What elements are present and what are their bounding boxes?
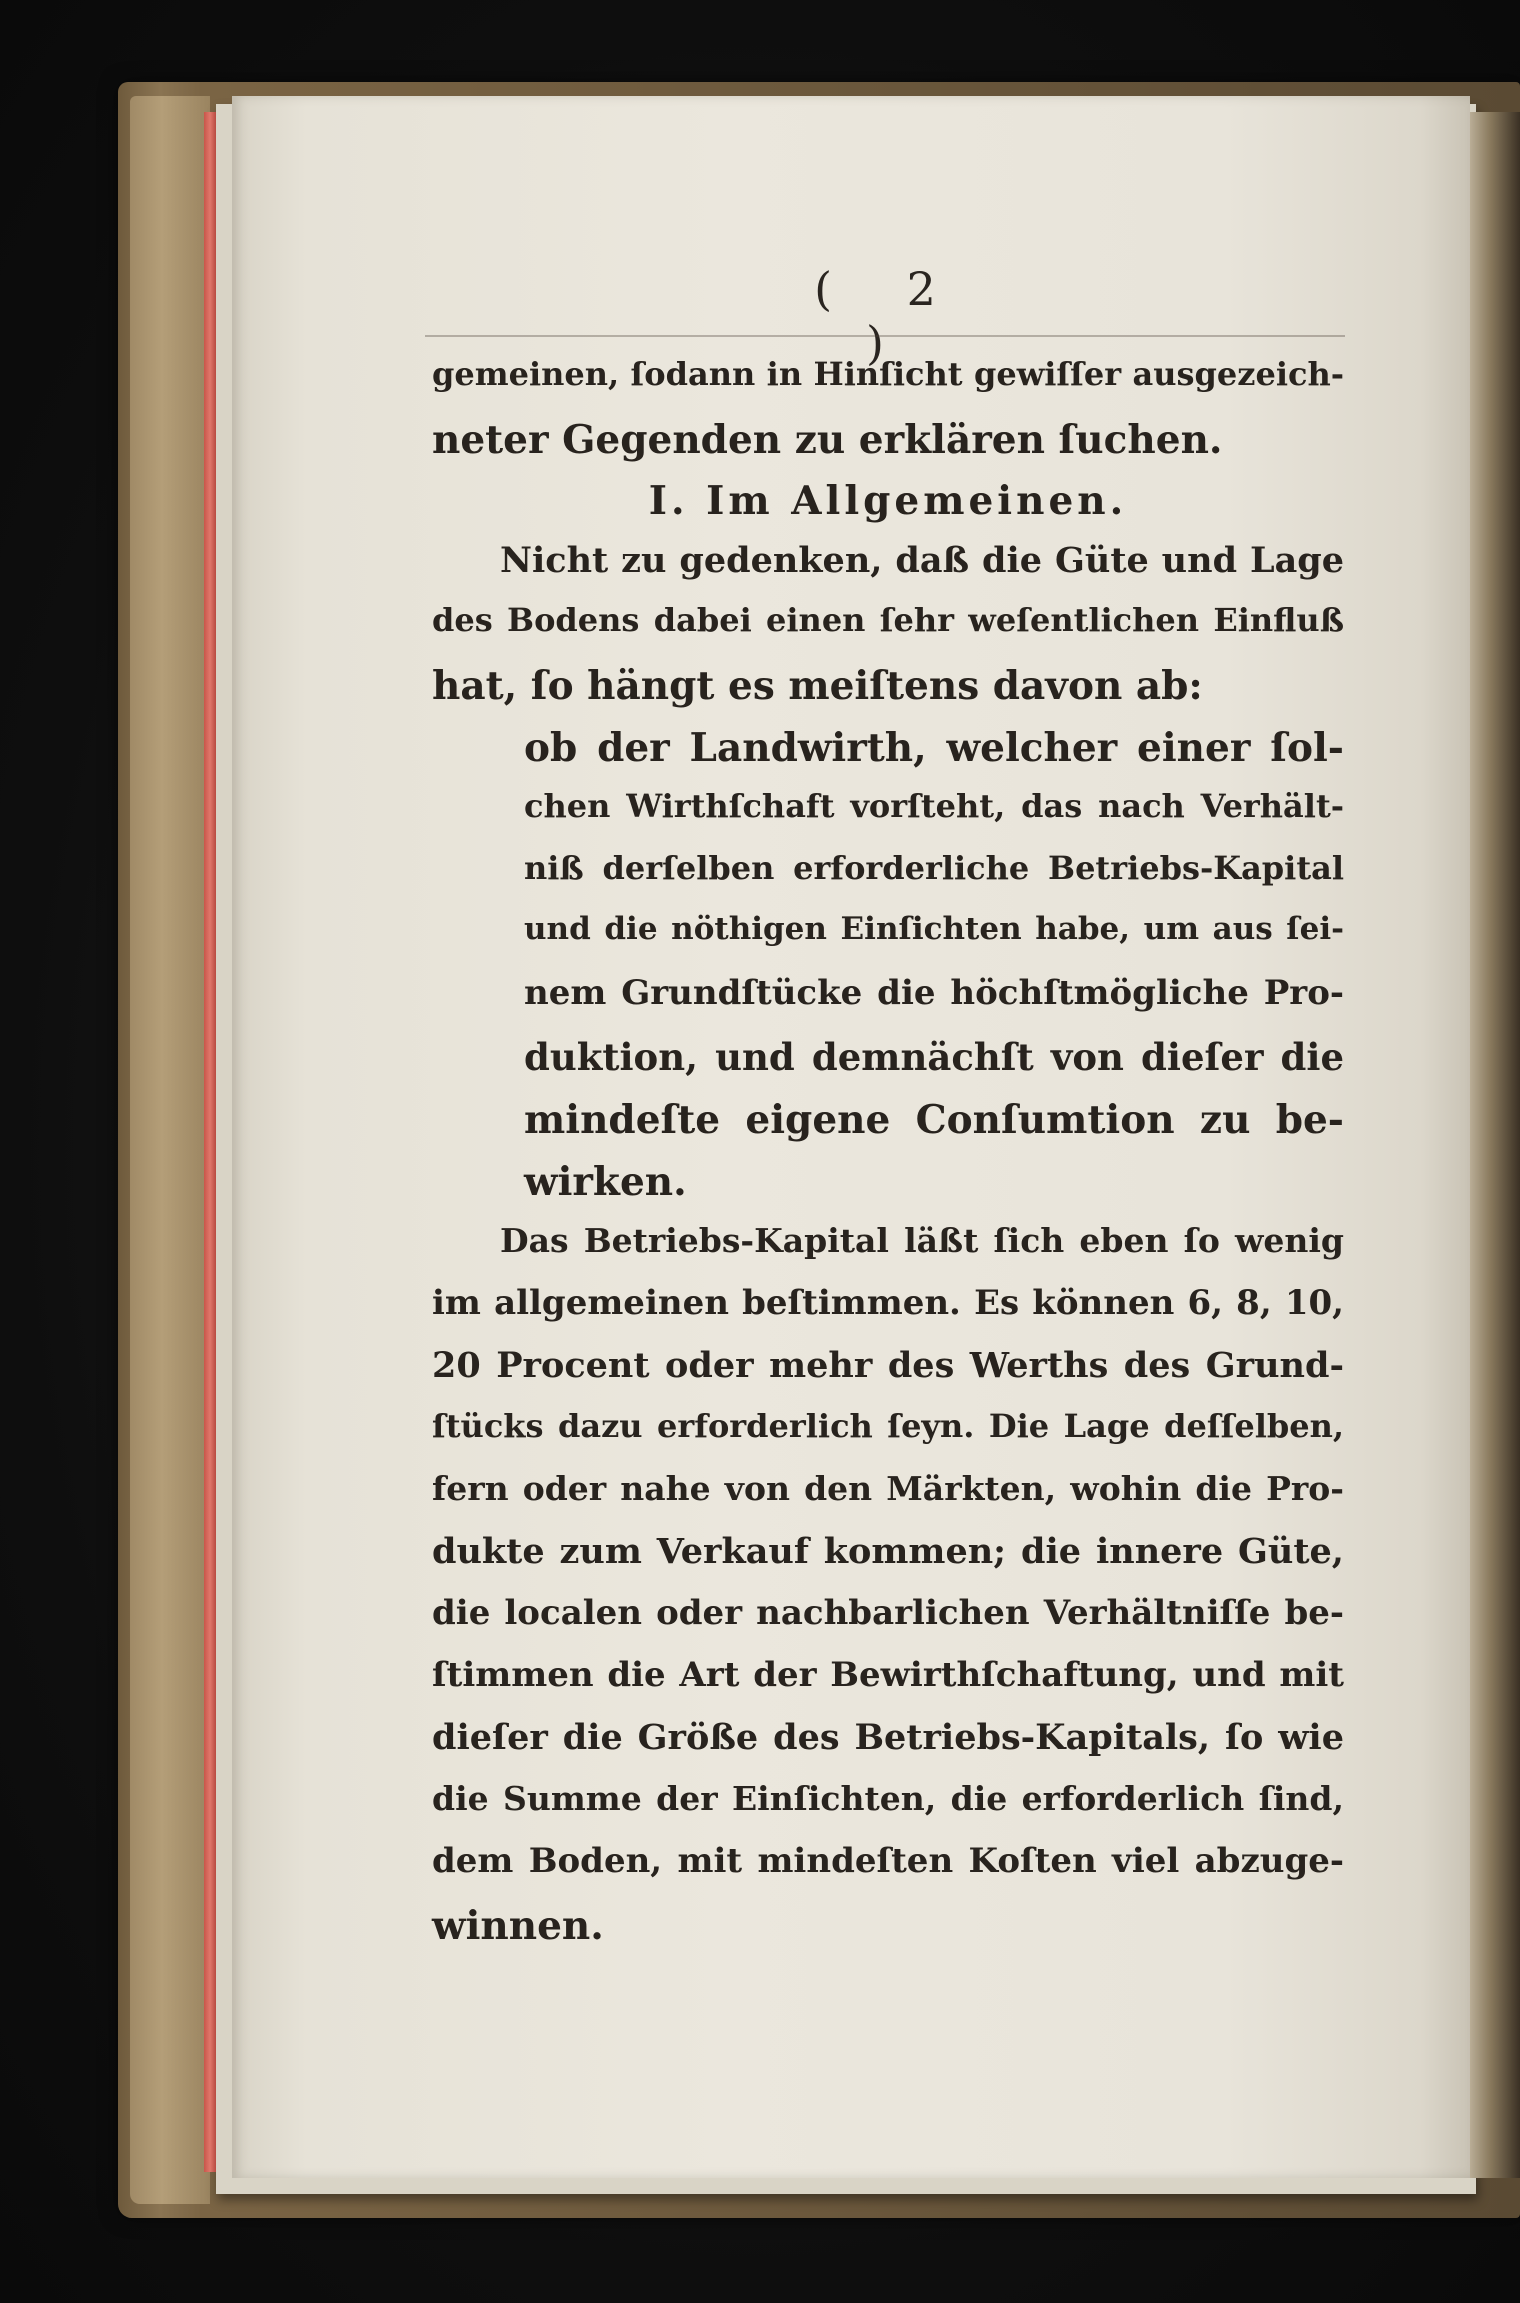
text-line: des Bodens dabei einen ſehr weſentlichen Einfluß <box>432 601 1344 639</box>
text-line: ſtücks dazu erforderlich ſeyn. Die Lage deſſelben, <box>432 1407 1344 1445</box>
text-line: Das Betriebs-Kapital läßt ſich eben ſo wenig <box>500 1221 1344 1260</box>
text-line: mindeſte eigene Conſumtion zu be- <box>524 1097 1344 1143</box>
text-line: dieſer die Größe des Betriebs-Kapitals, ſo wie <box>432 1717 1344 1758</box>
text-line: ob der Landwirth, welcher einer ſol- <box>524 725 1344 771</box>
book-fore-edge <box>1470 112 1520 2178</box>
text-line: die localen oder nachbarlichen Verhältniſſe be- <box>432 1593 1344 1633</box>
text-line: dem Boden, mit mindeſten Koſten viel abzuge- <box>432 1841 1344 1881</box>
text-line: 20 Procent oder mehr des Werths des Grund- <box>432 1345 1344 1386</box>
cover-edge <box>130 96 210 2204</box>
text-line: nem Grundſtücke die höchſtmögliche Pro- <box>524 973 1344 1013</box>
text-line: gemeinen, ſodann in Hinſicht gewiſſer ausgezeich- <box>432 355 1344 393</box>
red-page-edge <box>204 112 216 2172</box>
text-line: duktion, und demnächſt von dieſer die <box>524 1035 1344 1079</box>
text-line: Nicht zu gedenken, daß die Güte und Lage <box>500 540 1344 581</box>
text-line: hat, ſo hängt es meiſtens davon ab: <box>432 663 1203 709</box>
text-line: dukte zum Verkauf kommen; die innere Güte, <box>432 1531 1344 1572</box>
text-line: winnen. <box>432 1903 604 1949</box>
text-line: im allgemeinen beſtimmen. Es können 6, 8, 10, <box>432 1283 1344 1323</box>
text-line: fern oder nahe von den Märkten, wohin die Pro- <box>432 1469 1344 1508</box>
text-line: wirken. <box>524 1159 687 1205</box>
section-heading: I. Im Allgemeinen. <box>648 478 1128 524</box>
text-line: ſtimmen die Art der Bewirthſchaftung, und mit <box>432 1655 1344 1695</box>
header-rule <box>425 335 1345 337</box>
text-line: chen Wirthſchaft vorſteht, das nach Verhält- <box>524 787 1344 825</box>
text-line: niß derſelben erforderliche Betriebs-Kapital <box>524 849 1344 887</box>
text-line: und die nöthigen Einſichten habe, um aus ſei- <box>524 911 1344 947</box>
text-line: die Summe der Einſichten, die erforderlich ſind, <box>432 1779 1344 1818</box>
page-number: ( 2 ) <box>814 262 966 370</box>
text-line: neter Gegenden zu erklären ſuchen. <box>432 417 1223 463</box>
